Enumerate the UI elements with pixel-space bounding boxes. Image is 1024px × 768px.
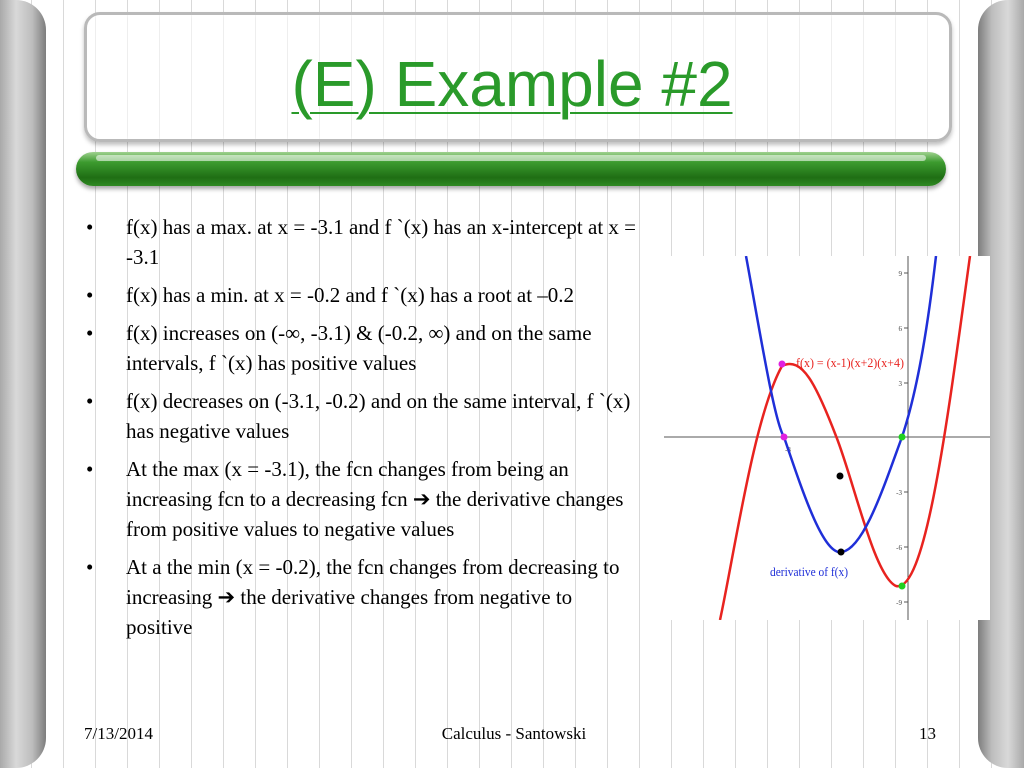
title-divider-bar — [76, 152, 946, 186]
bullet-item — [84, 280, 640, 310]
bullet-marker: • — [86, 283, 94, 307]
derivative-label: derivative of f(x) — [770, 564, 848, 579]
max-point — [779, 361, 786, 368]
bullet-text: f(x) increases on (-∞, -3.1) & (-0.2, ∞) and on the same intervals, f `(x) has positive values — [126, 321, 592, 375]
footer-title: Calculus - Santowski — [441, 724, 587, 743]
y-tick-label: -3 — [896, 489, 902, 497]
bullet-text: f(x) has a max. at x = -3.1 and f `(x) has an x-intercept at x = -3.1 — [126, 215, 636, 269]
y-tick-label: -9 — [896, 599, 902, 607]
bullet-item — [84, 318, 640, 378]
bullet-item — [84, 552, 640, 642]
bullet-item — [84, 212, 640, 272]
bullet-list — [84, 212, 640, 650]
bullet-marker: • — [86, 555, 94, 579]
bullet-marker: • — [86, 321, 94, 345]
footer-page-number: 13 — [919, 724, 936, 743]
derivative-root-min — [899, 434, 906, 441]
inflection-point — [837, 473, 844, 480]
bullet-marker: • — [86, 389, 94, 413]
bullet-item — [84, 454, 640, 544]
slide-title: (E) Example #2 — [291, 48, 733, 120]
y-tick-label: -6 — [896, 544, 902, 552]
x-tick-label: -3 — [785, 446, 791, 454]
bullet-text: f(x) decreases on (-3.1, -0.2) and on the same interval, f `(x) has negative values — [126, 389, 631, 443]
min-point — [899, 583, 906, 590]
graph-svg — [664, 256, 990, 620]
y-tick-label: 6 — [898, 325, 902, 333]
y-tick-label: 3 — [898, 380, 902, 388]
bullet-marker: • — [86, 215, 94, 239]
y-tick-label: 9 — [898, 270, 902, 278]
bullet-text: At a the min (x = -0.2), the fcn changes from decreasing to increasing ➔ the derivative changes from negative to positive — [126, 555, 620, 639]
footer-date: 7/13/2014 — [84, 724, 153, 743]
f-label: f(x) = (x-1)(x+2)(x+4) — [796, 355, 904, 370]
derivative-root-max — [781, 434, 788, 441]
bullet-text: At the max (x = -3.1), the fcn changes from being an increasing fcn to a decreasing fcn ➔ the derivative changes from positive values to negative values — [126, 457, 624, 541]
bullet-item — [84, 386, 640, 446]
function-graph — [664, 256, 990, 620]
bullet-text: f(x) has a min. at x = -0.2 and f `(x) has a root at –0.2 — [126, 283, 575, 307]
derivative-min-point — [838, 549, 845, 556]
bullet-marker: • — [86, 457, 94, 481]
